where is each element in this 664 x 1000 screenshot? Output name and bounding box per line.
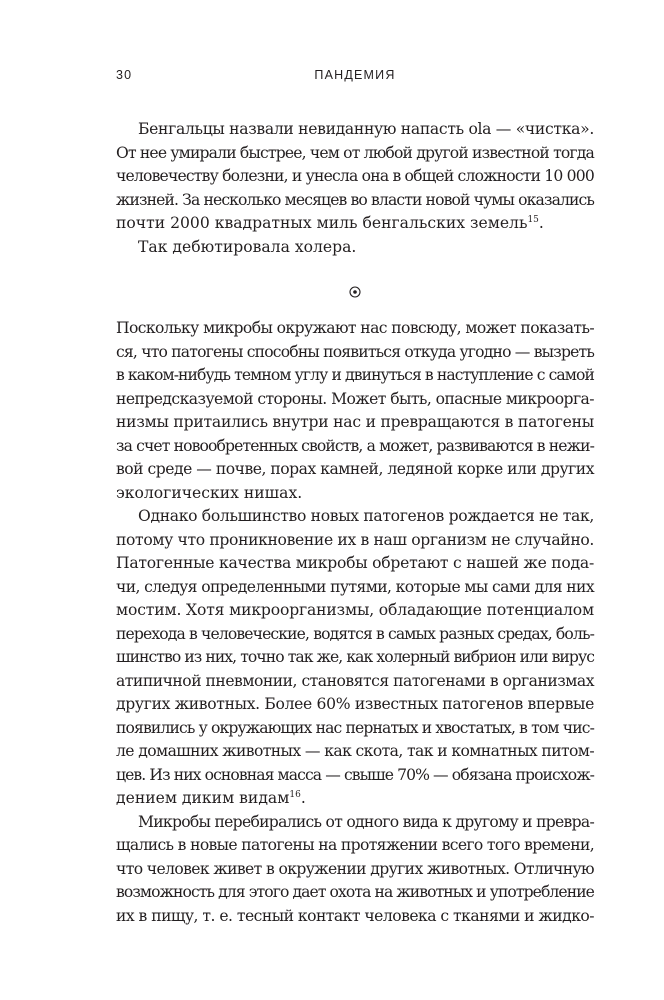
text-line: От нее умирали быстрее, чем от любой другой известной тогда	[116, 143, 594, 162]
section-2-text	[116, 317, 594, 928]
text-line: щались в новые патогены на протяжении всего того времени,	[116, 836, 594, 854]
text-line: Микробы перебирались от одного вида к другому и превра-	[138, 812, 594, 831]
text-line: перехода в человеческие, водятся в самых разных средах, боль-	[116, 624, 594, 643]
page-number: 30	[116, 68, 133, 82]
text-line: потому что проникновение их в наш организм не случайно.	[116, 530, 594, 549]
text-line: ле домашних животных — как скота, так и комнатных питом-	[116, 742, 594, 760]
text-line: за счет новообретенных свойств, а может, развиваются в нежи-	[116, 436, 594, 455]
text-line: что человек живет в окружении других животных. Отличную	[116, 859, 594, 878]
text-line: вой среде — почве, порах камней, ледяной корке или других	[116, 460, 594, 478]
text-line: в каком-нибудь темном углу и двинуться в наступление с самой	[116, 366, 594, 384]
text-line: мостим. Хотя микроорганизмы, обладающие потенциалом	[116, 601, 594, 619]
text-line: ся, что патогены способны появиться откуда угодно — вызреть	[116, 342, 594, 361]
text-line: появились у окружающих нас пернатых и хвостатых, в том чис-	[116, 718, 594, 737]
footnote-ref-15: 15	[527, 215, 539, 225]
text-line: атипичной пневмонии, становятся патогенами в организмах	[116, 671, 594, 690]
text-line: Поскольку микробы окружают нас повсюду, может показать-	[116, 319, 594, 337]
text-fragment: .	[300, 789, 306, 807]
text-line: жизней. За несколько месяцев во власти новой чумы оказались	[116, 190, 594, 209]
text-fragment: почти 2000 квадратных миль бенгальских земель	[116, 214, 528, 232]
running-header	[116, 68, 594, 88]
text-line: других животных. Более 60% известных патогенов впервые	[116, 695, 594, 713]
text-line: Патогенные качества микробы обретают с нашей же пода-	[116, 554, 594, 572]
footnote-ref-16: 16	[289, 790, 301, 800]
text-fragment: дением диким видам	[116, 789, 290, 807]
text-fragment: .	[538, 214, 544, 232]
text-line: экологических нишах.	[116, 483, 303, 502]
text-line: человечеству болезни, и унесла она в общей сложности 10 000	[116, 167, 594, 185]
section-1-text	[116, 118, 594, 259]
text-line: Однако большинство новых патогенов рождается не так,	[138, 507, 594, 525]
text-line	[116, 212, 594, 236]
text-line: непредсказуемой стороны. Может быть, опасные микроорга-	[116, 389, 594, 408]
text-line	[116, 787, 594, 811]
text-line: Так дебютировала холера.	[138, 237, 357, 256]
running-title: ПАНДЕМИЯ	[314, 68, 396, 82]
text-line: их в пищу, т. е. тесный контакт человека с тканями и жидко-	[116, 906, 594, 925]
text-line: возможность для этого дает охота на животных и употребление	[116, 883, 594, 901]
section-separator-icon	[349, 286, 361, 298]
text-line: низмы притаились внутри нас и превращаются в патогены	[116, 413, 594, 431]
text-line: Бенгальцы назвали невиданную напасть ola — «чистка».	[138, 120, 594, 138]
text-line: чи, следуя определенными путями, которые мы сами для них	[116, 577, 594, 596]
text-line: цев. Из них основная масса — свыше 70% — обязана происхож-	[116, 765, 594, 784]
text-line: шинство из них, точно так же, как холерный вибрион или вирус	[116, 648, 594, 666]
